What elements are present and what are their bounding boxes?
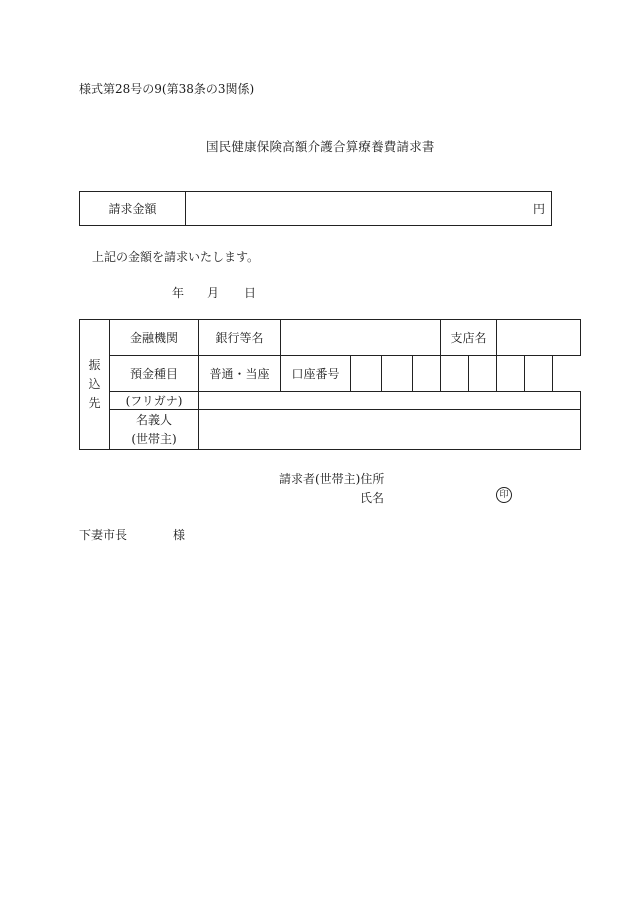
account-type-options[interactable]: 普通・当座	[199, 356, 281, 392]
transfer-label-char-3: 先	[88, 396, 101, 410]
furigana-field[interactable]	[199, 392, 581, 410]
date-day-label: 日	[244, 286, 257, 300]
date-month-label: 月	[207, 286, 220, 300]
claim-amount-field[interactable]	[186, 192, 552, 226]
bank-name-label: 銀行等名	[199, 320, 281, 356]
claim-statement: 上記の金額を請求いたします。	[92, 250, 260, 264]
financial-institution-label: 金融機関	[110, 320, 199, 356]
claimant-name-label: 氏名	[360, 491, 385, 505]
claim-amount-label: 請求金額	[80, 192, 186, 226]
account-digit-box[interactable]	[525, 356, 553, 392]
transfer-destination-label	[80, 320, 110, 450]
account-holder-label-line1: 名義人	[135, 412, 172, 427]
transfer-account-table	[79, 319, 581, 450]
date-year-label: 年	[172, 286, 185, 300]
seal-icon: 印	[496, 487, 512, 503]
furigana-label: (フリガナ)	[110, 392, 199, 410]
account-holder-label-line2: (世帯主)	[131, 431, 177, 446]
account-digit-box[interactable]	[351, 356, 382, 392]
account-holder-label	[110, 410, 199, 450]
account-digit-box[interactable]	[469, 356, 497, 392]
branch-name-label: 支店名	[441, 320, 497, 356]
addressee-honorific: 様	[173, 528, 186, 542]
account-holder-field[interactable]	[199, 410, 581, 450]
account-digit-box[interactable]	[382, 356, 413, 392]
claimant-address-label: 請求者(世帯主)住所	[279, 472, 385, 486]
account-type-label: 預金種目	[110, 356, 199, 392]
account-number-label: 口座番号	[281, 356, 351, 392]
yen-unit: 円	[532, 202, 545, 216]
addressee-title: 下妻市長	[79, 528, 128, 542]
transfer-label-char-1: 振	[88, 358, 101, 372]
bank-name-field[interactable]	[281, 320, 441, 356]
branch-name-field[interactable]	[497, 320, 581, 356]
form-number: 様式第28号の9(第38条の3関係)	[79, 82, 255, 96]
page-title: 国民健康保険高額介護合算療養費請求書	[206, 139, 435, 154]
claim-amount-table	[79, 191, 552, 226]
account-digit-box[interactable]	[413, 356, 441, 392]
account-digit-box[interactable]	[441, 356, 469, 392]
transfer-label-char-2: 込	[88, 377, 101, 391]
account-digit-box[interactable]	[497, 356, 525, 392]
